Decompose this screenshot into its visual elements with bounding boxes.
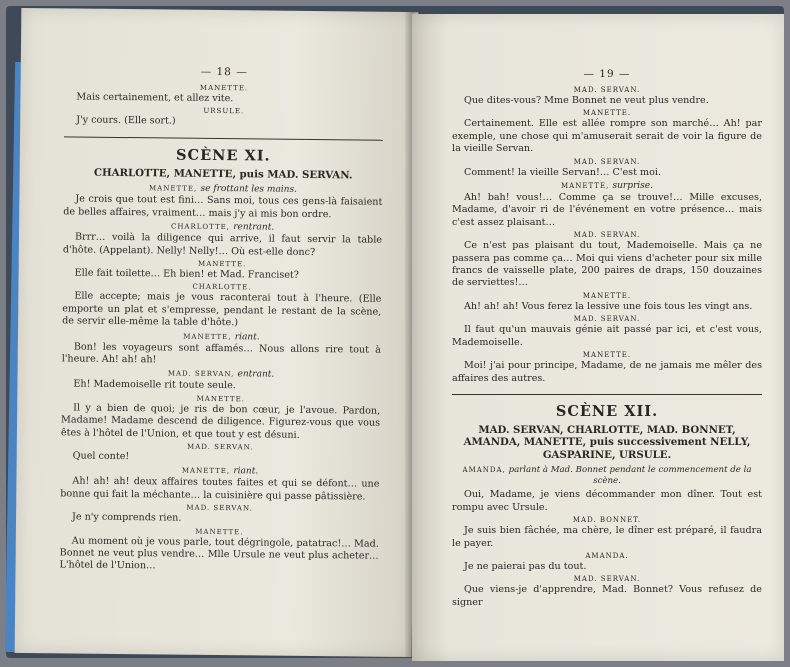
dialogue-line: Mais certainement, et allez vite. [76,91,234,105]
cast-list: MAD. SERVAN, CHARLOTTE, MAD. BONNET, AMANDA, MANETTE, puis successivement NELLY, GASPARINE, URSULE. [463,423,751,461]
dialogue-line: Moi! j'ai pour principe, Madame, de ne jamais me mêler des affaires des autres. [452,360,762,384]
speaker-label: MANETTE, [181,467,231,476]
dialogue-line: Quel conte! [72,450,130,463]
dialogue-line: Eh! Mademoiselle rit toute seule. [73,378,236,392]
speaker-name [452,231,762,239]
speaker-label: AMANDA. [585,552,629,561]
left-page [15,8,419,657]
dialogue-line: Bon! les voyageurs sont affamés… Nous allons rire tout à l'heure. Ah! ah! ah! [61,341,381,366]
speaker-name [452,86,762,94]
left-page-content [15,8,419,657]
speaker-label: MAD. SERVAN. [187,442,254,452]
speaker-name [452,351,762,359]
dialogue-line: Certainement. Elle est allée rompre son marché… Ah! par exemple, une chose qui m'amuserait serait de voir la figure de la vieille Servan. [452,118,762,155]
stage-direction: riant. [234,331,260,343]
scene-divider [452,394,762,395]
scene-title: SCÈNE XI. [176,146,271,165]
speaker-name [452,552,762,560]
dialogue-line: Que dites-vous? Mme Bonnet ne veut plus vendre. [464,95,709,106]
dialogue-line: Ah! bah! vous!… Comme ça se trouve!… Mille excuses, Madame, d'avoir ri de l'événement en votre présence… mais c'est assez plaisant… [452,192,762,228]
speaker-label: MANETTE. [196,394,245,404]
speaker-label: MAD. SERVAN. [573,575,641,584]
stage-direction: riant. [233,466,259,477]
right-page-content [412,14,784,661]
speaker-label: MANETTE. [582,351,632,360]
dialogue-line: Il y a bien de quoi; je ris de bon cœur, je l'avoue. Pardon, Madame! Madame descend de diligence. Figurez-vous que vous êtes à l'hôtel de l'Union, et que tout y est désuni. [60,402,381,441]
scene-title: SCÈNE XII. [555,402,659,420]
speaker-name [452,181,762,191]
speaker-label: MANETTE. [198,259,247,269]
dialogue-line: Je ne paierai pas du tout. [464,561,587,573]
dialogue-line: J'y cours. (Elle sort.) [76,114,176,127]
dialogue-line: Ah! ah! ah! deux affaires toutes faites et qui se défont… une bonne qui fait la méchante… la cuisinière qui passe pâtissière. [60,475,380,503]
stage-direction: parlant à Mad. Bonnet pendant le commencement de la scène. [508,465,752,487]
speaker-name [452,292,762,300]
stage-direction: surprise. [612,181,653,192]
scene-divider [64,136,383,140]
cast-list: CHARLOTTE, MANETTE, puis MAD. SERVAN. [93,166,353,182]
left-page-text [59,82,383,575]
stage-direction: entrant. [237,369,275,380]
speaker-label: AMANDA, [462,466,506,475]
speaker-label: MAD. BONNET. [572,516,642,525]
dialogue-line: Au moment où je vous parle, tout dégringole, patatrac!… Mad. Bonnet ne veut plus vendre… Mlle Ursule ne veut plus acheter… L'hôtel de l'Union… [59,535,379,572]
speaker-label: CHARLOTTE. [192,283,252,292]
dialogue-line: Brrr… voilà la diligence qui arrive, il faut servir la table d'hôte. (Appelant). Nelly! Nelly!… Où est-elle donc? [62,231,383,258]
speaker-label: CHARLOTTE, [170,222,231,232]
speaker-name [452,158,762,166]
speaker-label: MANETTE, [148,184,198,194]
speaker-label: MANETTE, [183,332,232,341]
dialogue-line: Je crois que tout est fini… Sans moi, tous ces gens-là faisaient de belles affaires, vraiment… mais j'y ai mis bon ordre. [63,193,383,220]
dialogue-line: Oui, Madame, je viens décommander mon dîner. Tout est rompu avec Ursule. [452,489,762,513]
dialogue-line: Je n'y comprends rien. [72,511,182,524]
speaker-name [452,516,762,524]
speaker-label: MANETTE. [199,83,249,93]
dialogue-line: Il faut qu'un mauvais génie ait passé par ici, et c'est vous, Mademoiselle. [452,324,762,348]
dialogue-line: Je suis bien fâchée, ma chère, le dîner est préparé, il faudra le payer. [452,525,762,549]
speaker-label: MAD. SERVAN. [573,315,641,324]
speaker-label: MAD. SERVAN. [573,86,641,94]
right-page-text [452,86,762,609]
speaker-label: URSULE. [203,107,245,116]
stage-direction-block [452,465,762,487]
speaker-label: MANETTE, [561,182,610,191]
dialogue-line: Elle fait toilette… Eh bien! et Mad. Franciset? [74,267,300,281]
stage-direction: rentrant. [233,222,275,233]
page-number: — 18 — [200,65,248,79]
speaker-label: MAD. SERVAN. [573,157,641,166]
speaker-label: MANETTE. [582,109,632,118]
dialogue-line: Elle accepte; mais je vous raconterai tout à l'heure. (Elle emporte un plat et s'empresse, pendant le restant de la scène, de servir elle-même la table d'hôte.) [62,290,382,329]
stage-direction: se frottant les mains. [200,184,298,196]
dialogue-line: Comment! la vieille Servan!… C'est moi. [464,166,661,178]
speaker-name [452,315,762,323]
dialogue-line: Que viens-je d'apprendre, Mad. Bonnet? Vous refusez de signer [452,584,762,608]
speaker-label: MANETTE. [195,527,244,536]
speaker-label: MANETTE. [582,291,632,300]
dialogue-line: Ah! ah! ah! Vous ferez la lessive une fois tous les vingt ans. [464,300,753,312]
speaker-name [452,109,762,117]
speaker-name [452,575,762,583]
speaker-label: MAD. SERVAN. [186,503,253,513]
speaker-label: MAD. SERVAN, [167,369,235,379]
dialogue-line: Ce n'est pas plaisant du tout, Mademoiselle. Mais ça ne passera pas comme ça… Moi qui viens d'acheter pour six mille francs de vaisselle plate, 200 paires de draps, 150 douzaines de serviettes!… [452,240,762,289]
page-number: — 19 — [583,68,631,80]
speaker-label: MAD. SERVAN. [573,231,641,240]
right-page [412,14,784,661]
